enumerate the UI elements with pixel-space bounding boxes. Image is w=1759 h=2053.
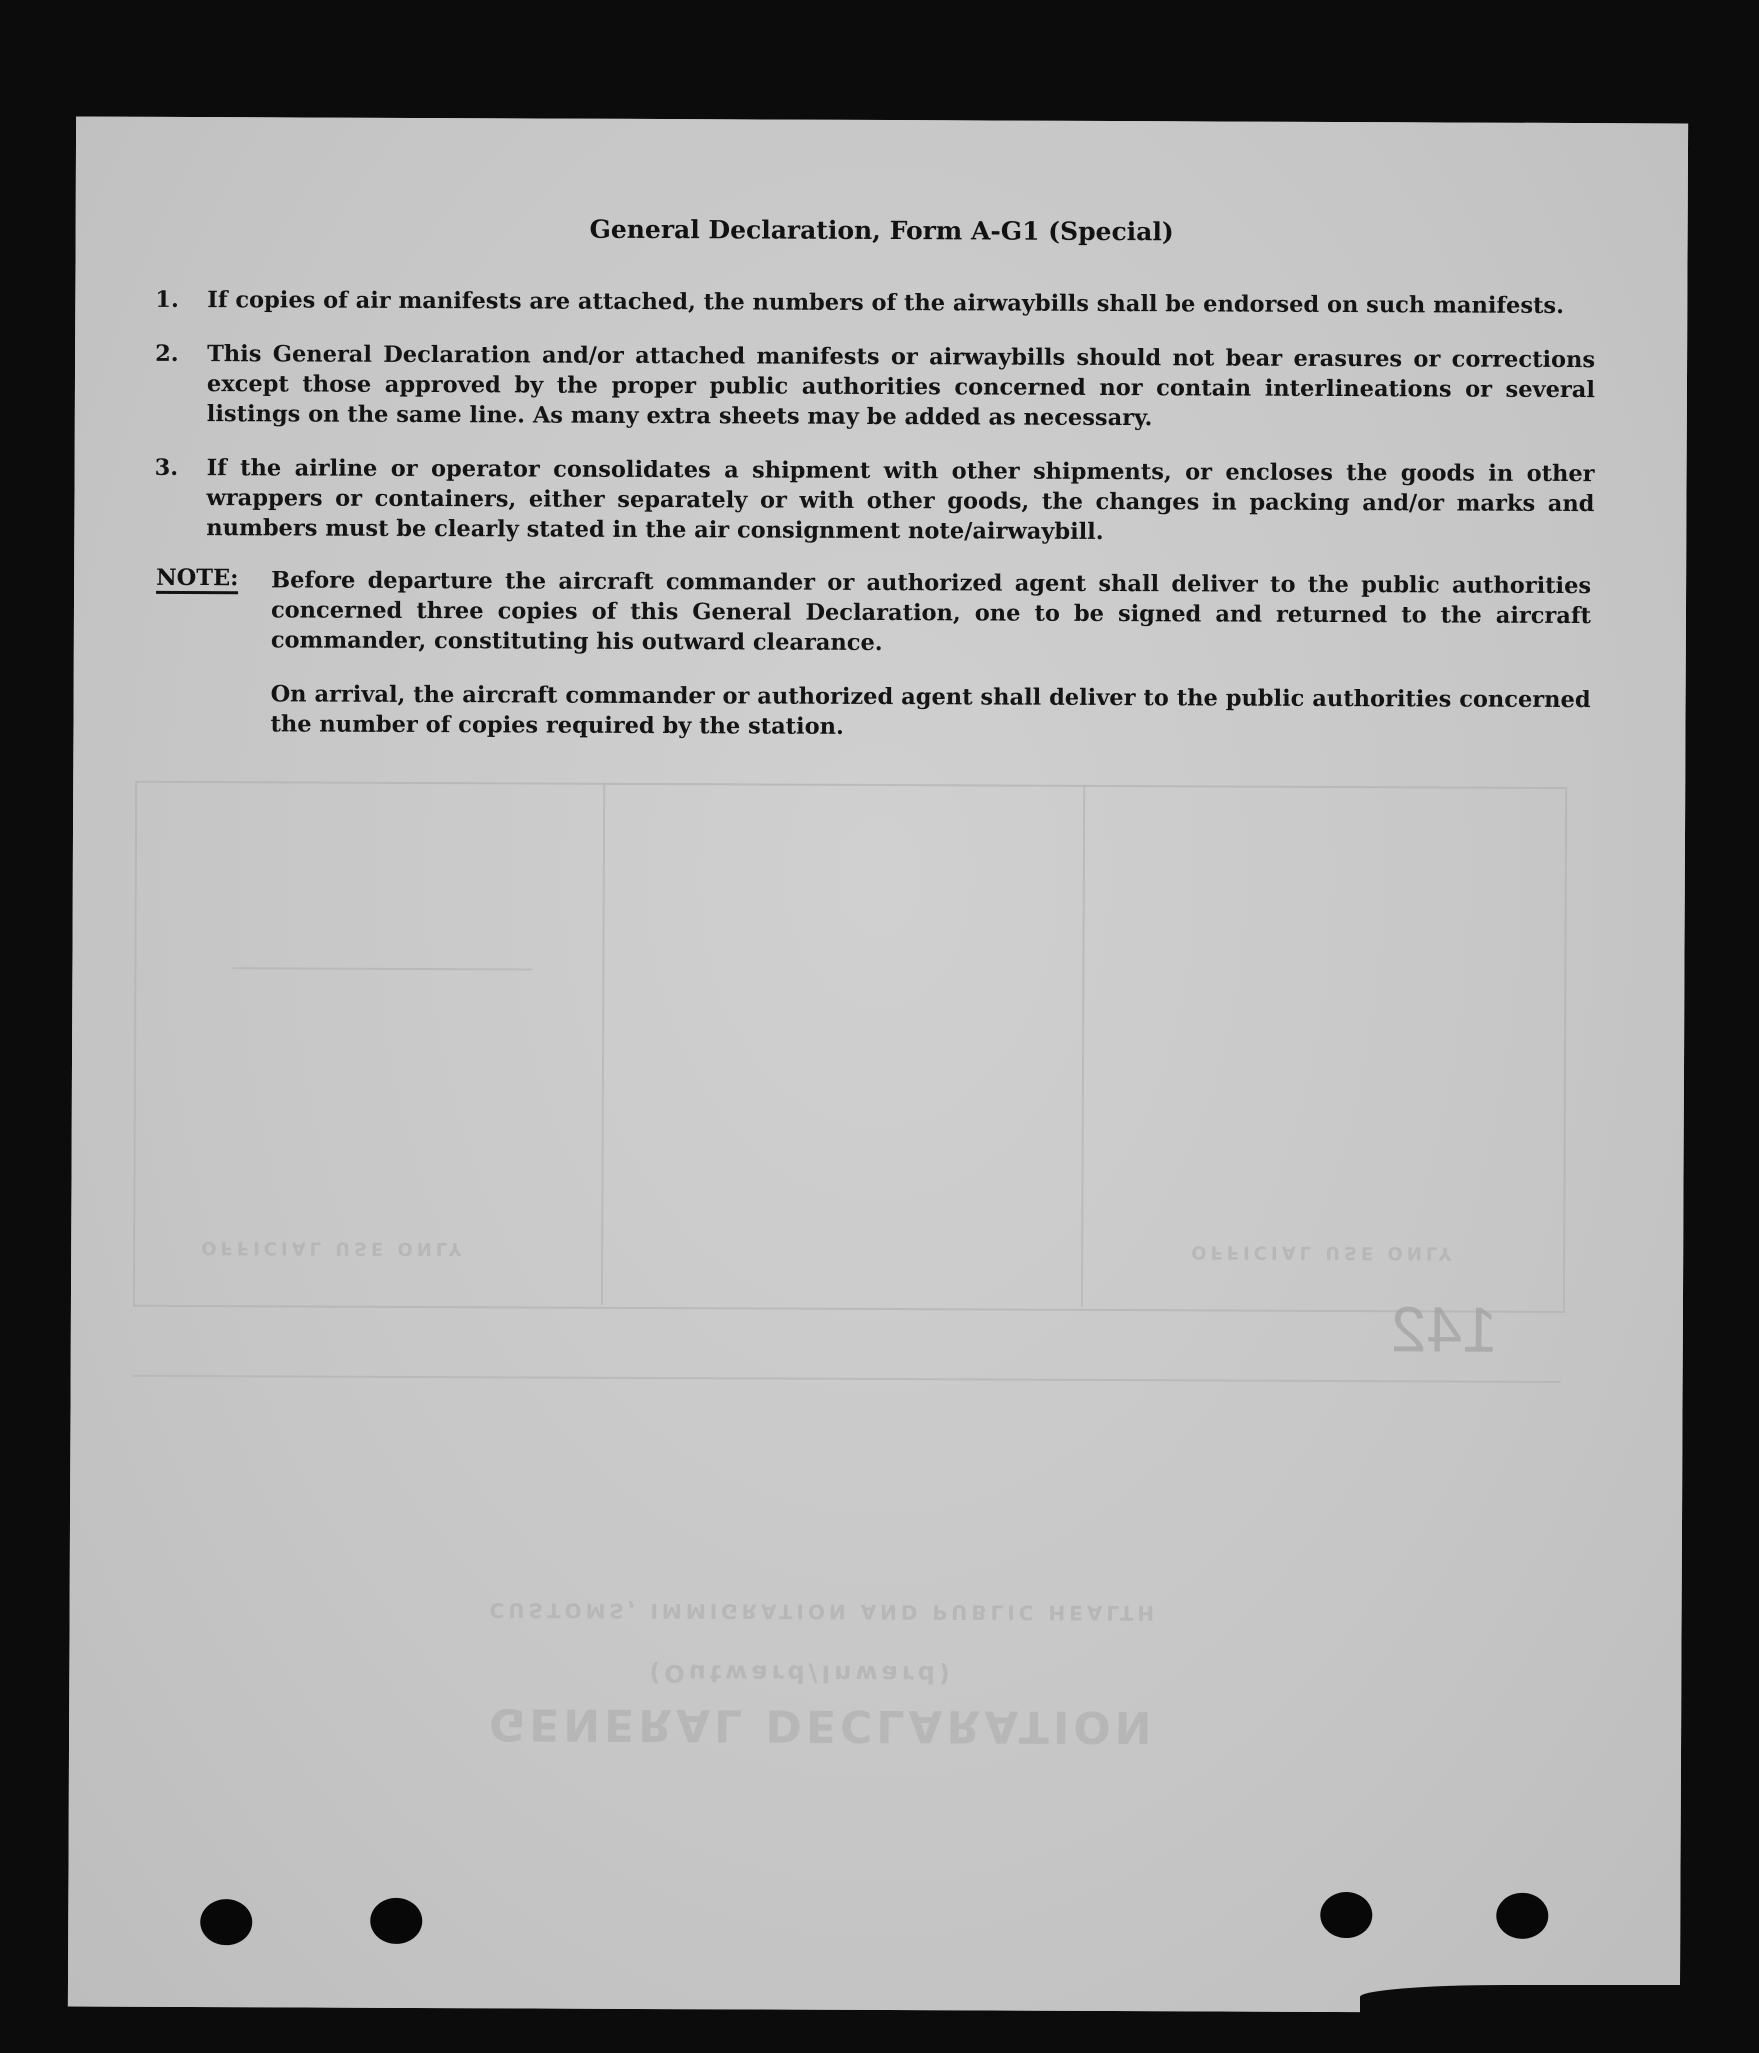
punch-hole xyxy=(200,1899,252,1945)
item-text: This General Declaration and/or attached manifests or airwaybills should not bear erasures or corrections except those approved by the proper public authorities concerned nor contain interlineations or several listings on the same line. As many extra sheets may be added as necessary. xyxy=(206,341,1596,432)
note-label: NOTE: xyxy=(156,565,239,594)
note-paragraph: Before departure the aircraft commander or authorized agent shall deliver to the public authorities concerned three copies of this General Declaration, one to be signed and returned to the aircraft commander, constituting his outward clearance. xyxy=(270,567,1592,657)
bleed-through-page-number: 142 xyxy=(1390,1293,1498,1366)
list-item xyxy=(155,285,1595,319)
bleed-through-line: CUSTOMS, IMMIGRATION AND PUBLIC HEALTH xyxy=(489,1598,1159,1626)
item-text: If copies of air manifests are attached, the numbers of the airwaybills shall be endorsed on such manifests. xyxy=(207,287,1565,319)
note-paragraph: On arrival, the aircraft commander or authorized agent shall deliver to the public authorities concerned the number of copies required by the station. xyxy=(270,681,1591,740)
torn-edge xyxy=(1360,1985,1720,2015)
item-text: If the airline or operator consolidates a shipment with other shipments, or encloses the goods in other wrappers or containers, either separately or with other goods, the changes in packing and/or marks and numbers must be clearly stated in the air consignment note/airwaybill. xyxy=(206,455,1595,545)
item-number: 3. xyxy=(154,454,179,481)
bleed-through-frame xyxy=(133,781,1567,1313)
punch-hole xyxy=(1496,1893,1548,1939)
list-item xyxy=(155,339,1596,432)
document-sheet xyxy=(68,116,1688,2013)
punch-hole xyxy=(1320,1892,1372,1938)
bleed-through-heading: GENERAL DECLARATION xyxy=(489,1698,1156,1753)
bleed-through-left-label: OFFICIAL USE ONLY xyxy=(201,1237,466,1260)
bleed-through-subheading: (Outward/Inward) xyxy=(649,1659,954,1689)
page-title: General Declaration, Form A-G1 (Special) xyxy=(589,214,1174,247)
bleed-through-rule xyxy=(133,1375,1561,1383)
item-number: 1. xyxy=(155,286,179,313)
bleed-through-right-label: OFFICIAL USE ONLY xyxy=(1191,1241,1456,1264)
item-number: 2. xyxy=(155,340,179,367)
punch-hole xyxy=(370,1898,422,1944)
list-item xyxy=(154,453,1595,545)
